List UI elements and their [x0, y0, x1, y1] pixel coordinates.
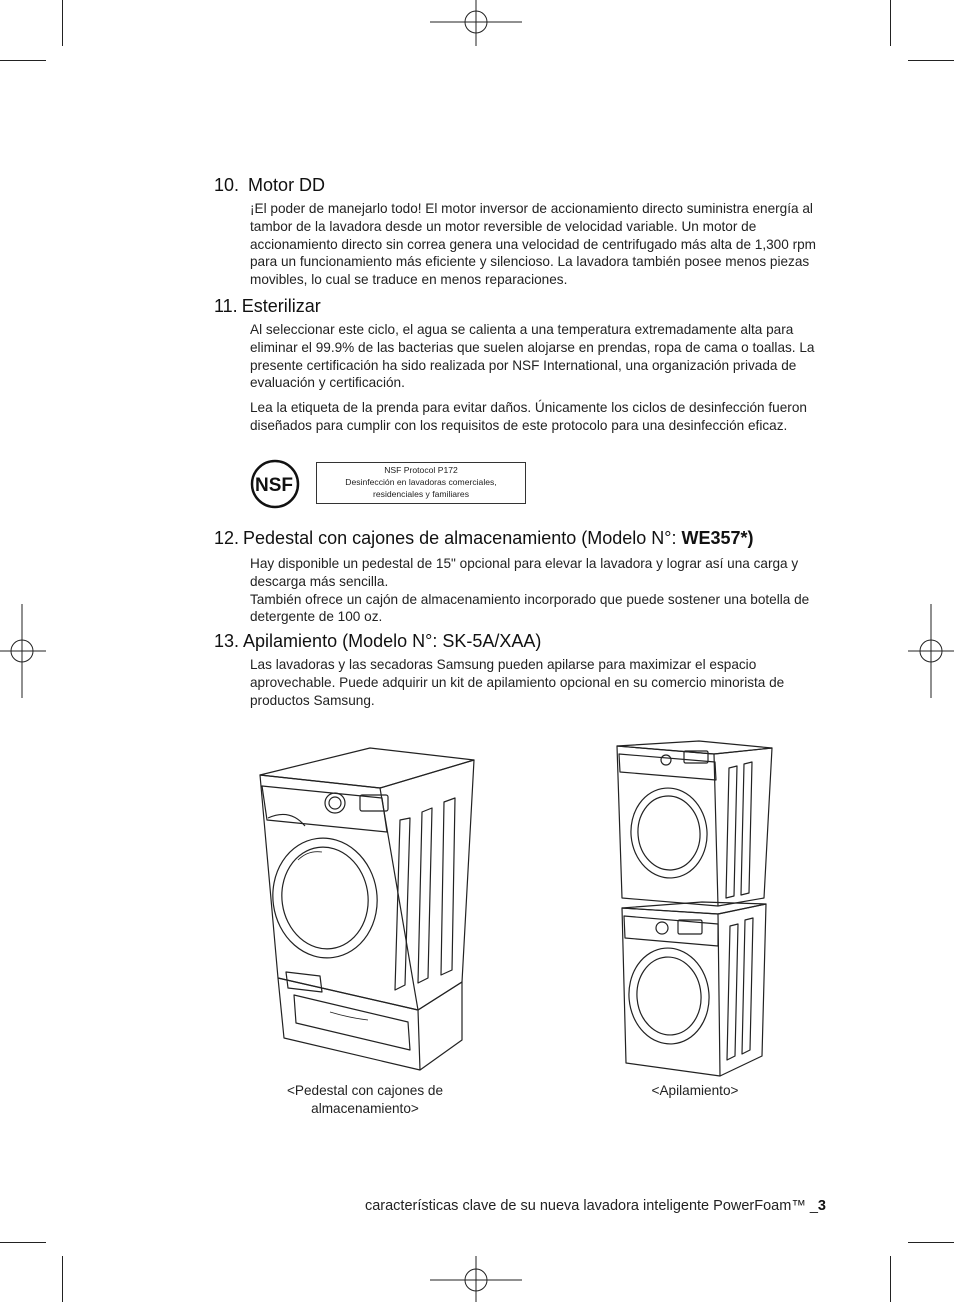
caption-pedestal — [256, 1082, 474, 1118]
stacked-washer-dryer-illustration — [614, 738, 774, 1080]
section-heading: 11. Esterilizar — [214, 296, 321, 316]
nsf-line: NSF Protocol P172 — [384, 465, 458, 475]
section-heading: 12. Pedestal con cajones de almacenamiento (Modelo N°: WE357*) — [214, 528, 754, 548]
section-paragraph: ¡El poder de manejarlo todo! El motor inversor de accionamiento directo suministra energía al tambor de la lavadora desde un motor reversible de velocidad variable. Un motor de accionamiento directo sin correa genera una velocidad de centrifugado más alta de 1,300 rpm para un funcionamiento más eficiente y silencioso. La lavadora también posee menos piezas movibles, lo cual se traduce en menos reparaciones. — [250, 201, 816, 288]
section-paragraph: Lea la etiqueta de la prenda para evitar daños. Únicamente los ciclos de desinfección fueron diseñados para cumplir con los requisitos de este protocolo para una desinfección eficaz. — [250, 400, 807, 433]
section-esterilizar — [214, 295, 826, 435]
caption-line: <Pedestal con cajones de — [286, 1083, 444, 1098]
caption-line: almacenamiento> — [311, 1100, 419, 1116]
washer-pedestal-illustration — [250, 740, 485, 1075]
nsf-line: residenciales y familiares — [373, 488, 469, 499]
page-number: 3 — [817, 1198, 826, 1214]
section-paragraph: También ofrece un cajón de almacenamiento incorporado que puede sostener una botella de detergente de 100 oz. — [250, 591, 810, 625]
section-apilamiento — [214, 630, 826, 709]
section-heading: 13. Apilamiento (Modelo N°: SK-5A/XAA) — [214, 631, 542, 651]
footer-text: características clave de su nueva lavadora inteligente PowerFoam™ _ — [364, 1198, 818, 1214]
section-pedestal — [214, 527, 826, 626]
page-footer — [365, 1198, 826, 1214]
nsf-line: Desinfección en lavadoras comerciales, — [345, 476, 497, 487]
caption-stack: <Apilamiento> — [651, 1083, 739, 1098]
nsf-logo — [250, 459, 300, 509]
nsf-protocol-box — [316, 462, 526, 504]
section-paragraph: Al seleccionar este ciclo, el agua se calienta a una temperatura extremadamente alta para eliminar el 99.9% de las bacterias que suelen alojarse en prendas, ropa de cama o toallas. La presente certificación ha sido realizada por NSF International, una organización privada de evaluación y certificación. — [250, 322, 815, 391]
section-heading: 10. Motor DD — [214, 175, 326, 195]
nsf-logo-text: NSF — [255, 475, 293, 496]
section-motor-dd — [214, 174, 826, 289]
section-paragraph: Las lavadoras y las secadoras Samsung pueden apilarse para maximizar el espacio aprovechable. Puede adquirir un kit de apilamiento opcional en su comercio minorista de productos Samsung. — [250, 657, 785, 708]
section-paragraph: Hay disponible un pedestal de 15" opcional para elevar la lavadora y lograr así una carga y descarga más sencilla. — [250, 556, 799, 589]
